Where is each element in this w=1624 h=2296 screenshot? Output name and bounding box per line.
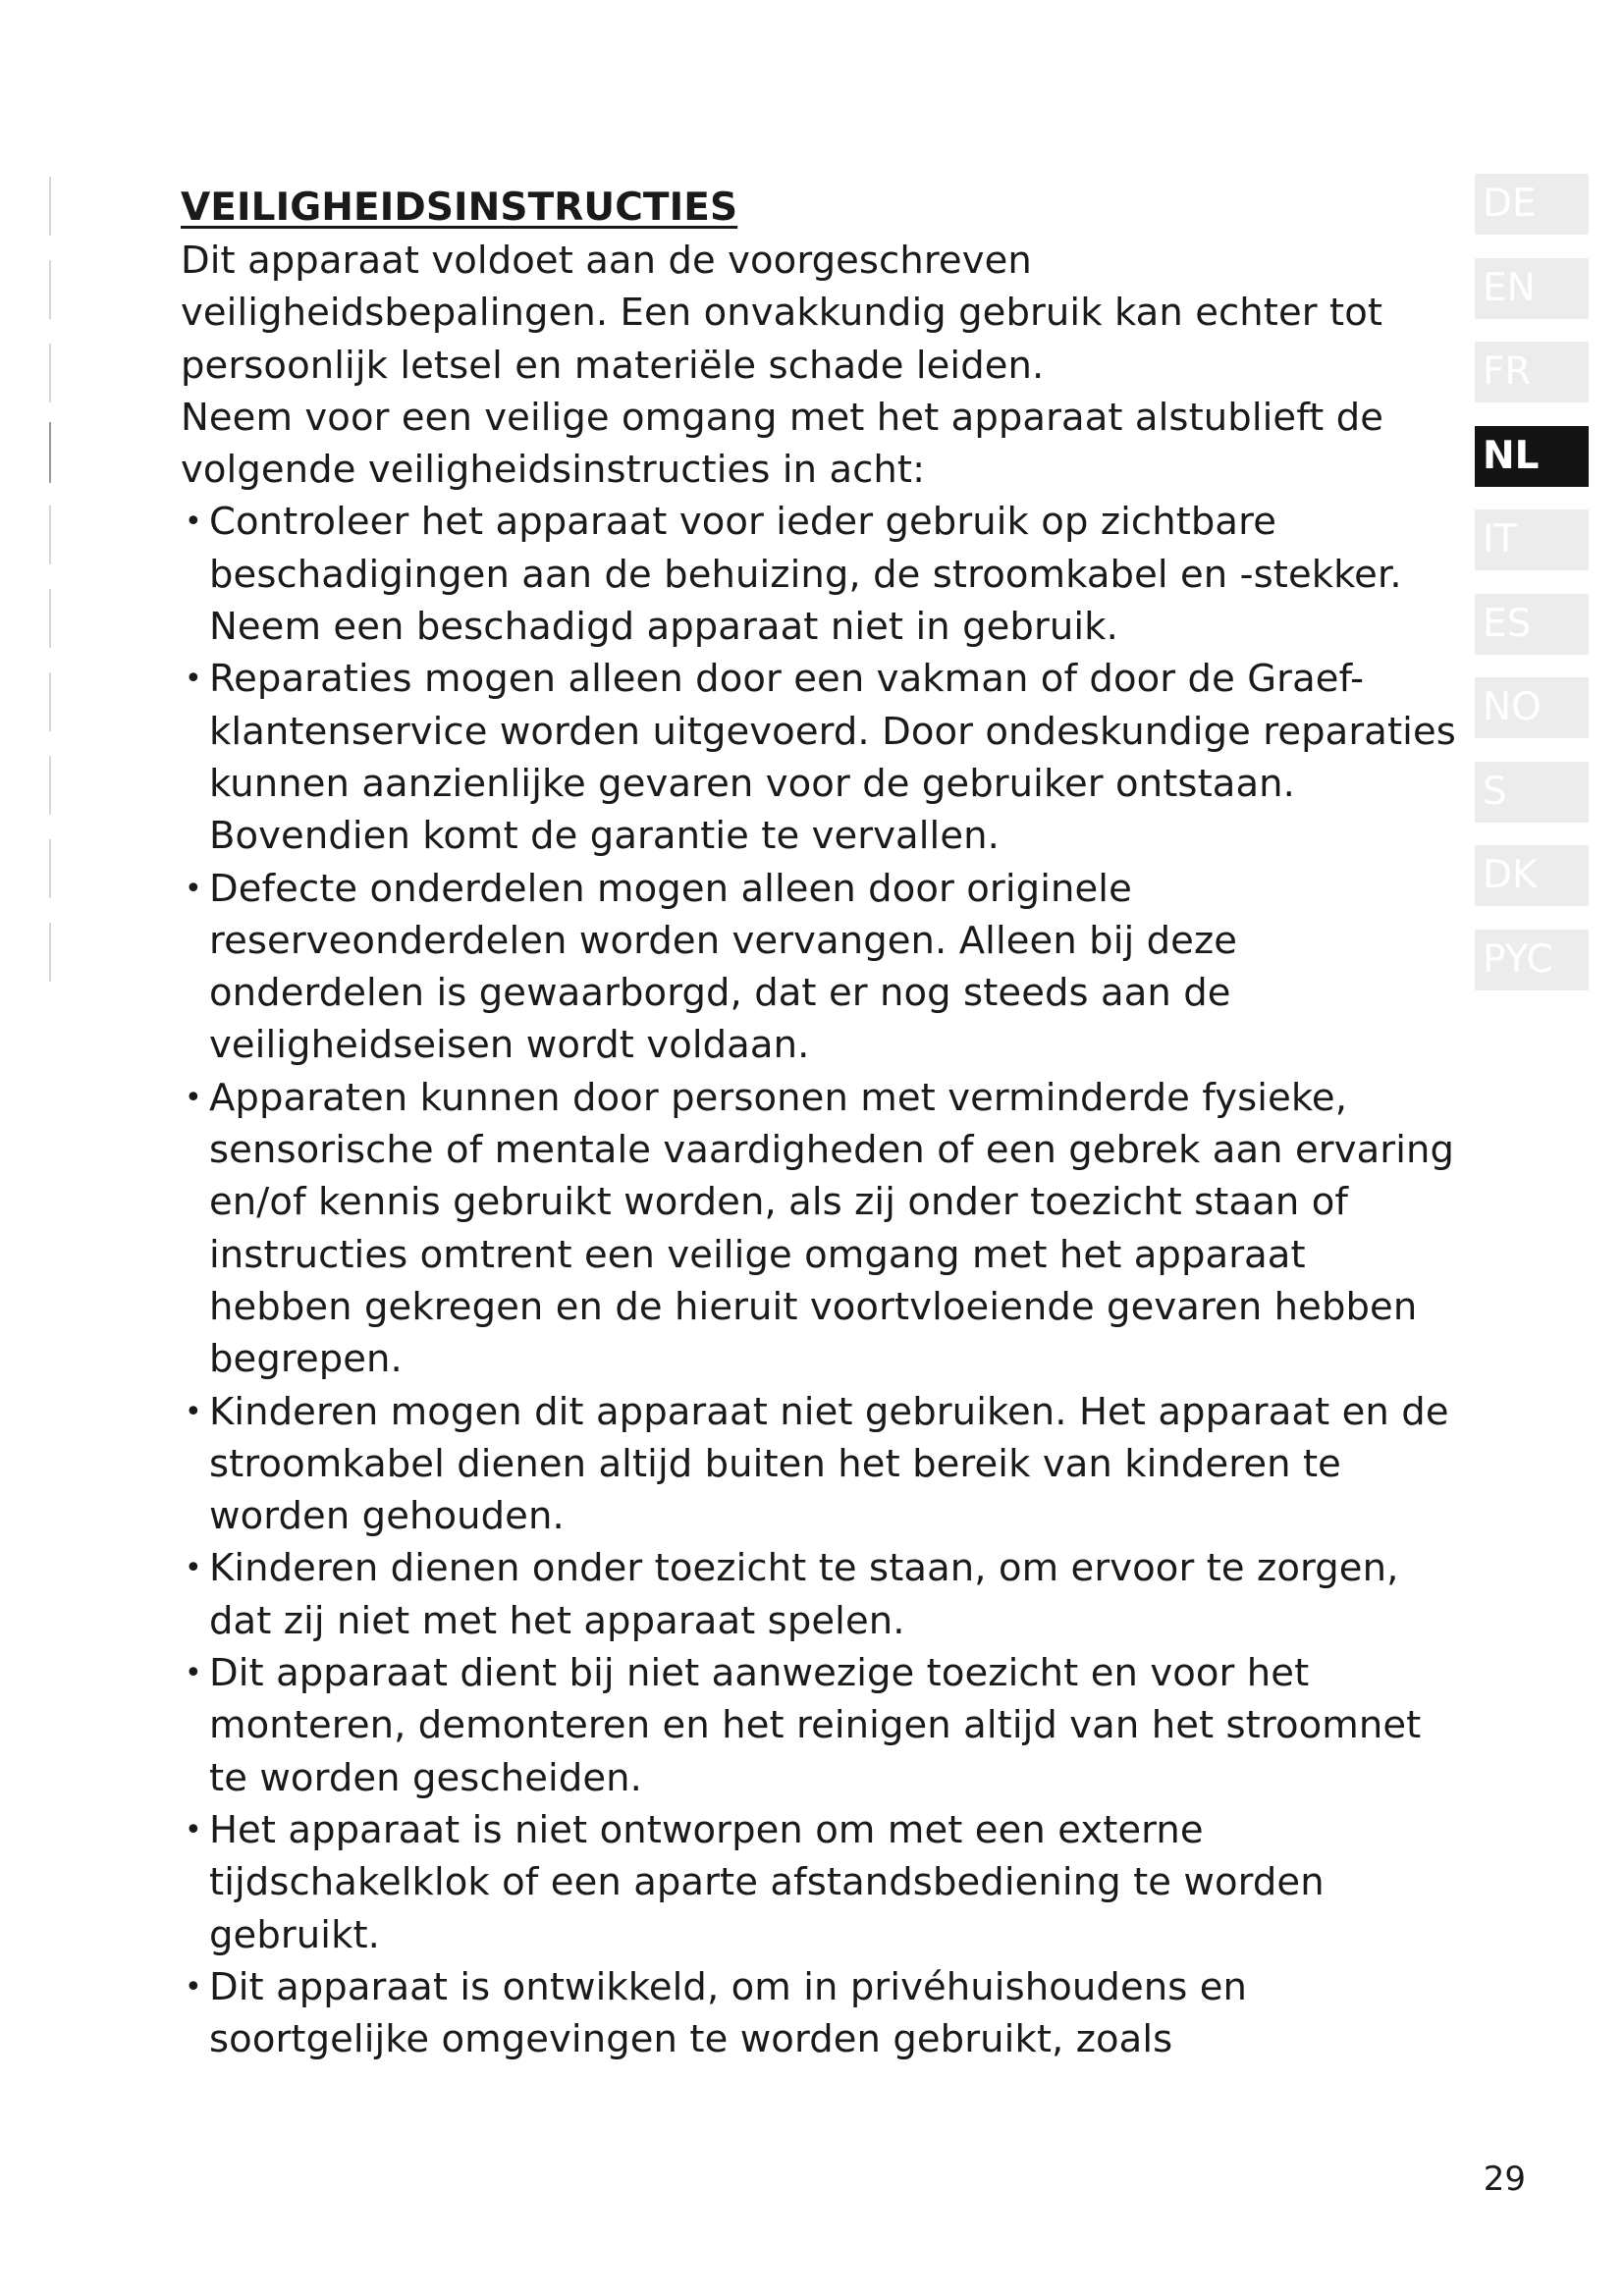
margin-mark xyxy=(49,839,51,898)
tab-dk[interactable]: DK xyxy=(1475,845,1589,906)
margin-mark xyxy=(49,506,51,564)
intro-paragraph-1: Dit apparaat voldoet aan de voorgeschreven veiligheidsbepalingen. Een onvakkundig gebruik kan echter tot persoonlijk letsel en materiële schade leiden. xyxy=(181,239,1383,388)
tab-pyc[interactable]: PYC xyxy=(1475,930,1589,990)
list-item xyxy=(181,1542,1457,1647)
list-item-text: Kinderen dienen onder toezicht te staan, om ervoor te zorgen, dat zij niet met het apparaat spelen. xyxy=(209,1546,1399,1643)
tab-en[interactable]: EN xyxy=(1475,258,1589,319)
tab-nl[interactable]: NL xyxy=(1475,426,1589,487)
bullet-icon: • xyxy=(185,871,202,906)
page-number: 29 xyxy=(1483,2160,1526,2199)
margin-mark xyxy=(49,344,51,402)
tab-s[interactable]: S xyxy=(1475,762,1589,823)
margin-mark xyxy=(49,672,51,731)
margin-mark xyxy=(49,923,51,982)
list-item-text: Apparaten kunnen door personen met verminderde fysieke, sensorische of mentale vaardigheden of een gebrek aan ervaring en/of kennis gebruikt worden, als zij onder toezicht staan of instructies omtrent een veilige omgang met het apparaat hebben gekregen en de hieruit voortvloeiende gevaren hebben begrepen. xyxy=(209,1075,1455,1382)
list-item xyxy=(181,496,1457,653)
tab-es[interactable]: ES xyxy=(1475,594,1589,655)
list-item-text: Defecte onderdelen mogen alleen door originele reserveonderdelen worden vervangen. Alleen bij deze onderdelen is gewaarborgd, dat er nog steeds aan de veiligheidseisen wordt voldaan. xyxy=(209,866,1238,1068)
margin-mark xyxy=(49,260,51,319)
margin-mark-active xyxy=(49,422,51,483)
safety-instructions-section xyxy=(181,182,1457,2065)
list-item xyxy=(181,1804,1457,1961)
safety-bullet-list xyxy=(181,496,1457,2065)
bullet-icon: • xyxy=(185,1812,202,1847)
tab-de[interactable]: DE xyxy=(1475,174,1589,235)
list-item xyxy=(181,863,1457,1072)
bullet-icon: • xyxy=(185,505,202,540)
bullet-icon: • xyxy=(185,1551,202,1586)
margin-mark xyxy=(49,756,51,815)
list-item xyxy=(181,653,1457,862)
tab-it[interactable]: IT xyxy=(1475,509,1589,570)
section-heading: VEILIGHEIDSINSTRUCTIES xyxy=(181,186,738,230)
list-item-text: Dit apparaat is ontwikkeld, om in privéhuishoudens en soortgelijke omgevingen te worden gebruikt, zoals xyxy=(209,1964,1248,2062)
margin-mark xyxy=(49,589,51,648)
list-item-text: Dit apparaat dient bij niet aanwezige toezicht en voor het monteren, demonteren en het reinigen altijd van het stroomnet te worden gescheiden. xyxy=(209,1651,1422,1800)
tab-fr[interactable]: FR xyxy=(1475,342,1589,402)
list-item xyxy=(181,1647,1457,1804)
tab-no[interactable]: NO xyxy=(1475,677,1589,738)
list-item xyxy=(181,1386,1457,1543)
bullet-icon: • xyxy=(185,1394,202,1429)
list-item-text: Het apparaat is niet ontworpen om met een externe tijdschakelklok of een aparte afstandsbediening te worden gebruikt. xyxy=(209,1807,1325,1957)
list-item xyxy=(181,1072,1457,1386)
bullet-icon: • xyxy=(185,662,202,697)
list-item-text: Controleer het apparaat voor ieder gebruik op zichtbare beschadigingen aan de behuizing, de stroomkabel en -stekker. Neem een beschadigd apparaat niet in gebruik. xyxy=(209,500,1402,650)
bullet-icon: • xyxy=(185,1656,202,1691)
list-item-text: Reparaties mogen alleen door een vakman of door de Graef-klantenservice worden uitgevoerd. Door ondeskundige reparaties kunnen aanzienlijke gevaren voor de gebruiker ontstaan. Bovendien komt de garantie te vervallen. xyxy=(209,657,1456,859)
language-tabs xyxy=(1475,174,1589,1013)
list-item xyxy=(181,1961,1457,2066)
list-item-text: Kinderen mogen dit apparaat niet gebruiken. Het apparaat en de stroomkabel dienen altijd buiten het bereik van kinderen te worden gehouden. xyxy=(209,1389,1449,1539)
bullet-icon: • xyxy=(185,1969,202,2004)
margin-mark xyxy=(49,177,51,236)
intro-paragraph-2: Neem voor een veilige omgang met het apparaat alstublieft de volgende veiligheidsinstructies in acht: xyxy=(181,395,1384,493)
bullet-icon: • xyxy=(185,1080,202,1115)
